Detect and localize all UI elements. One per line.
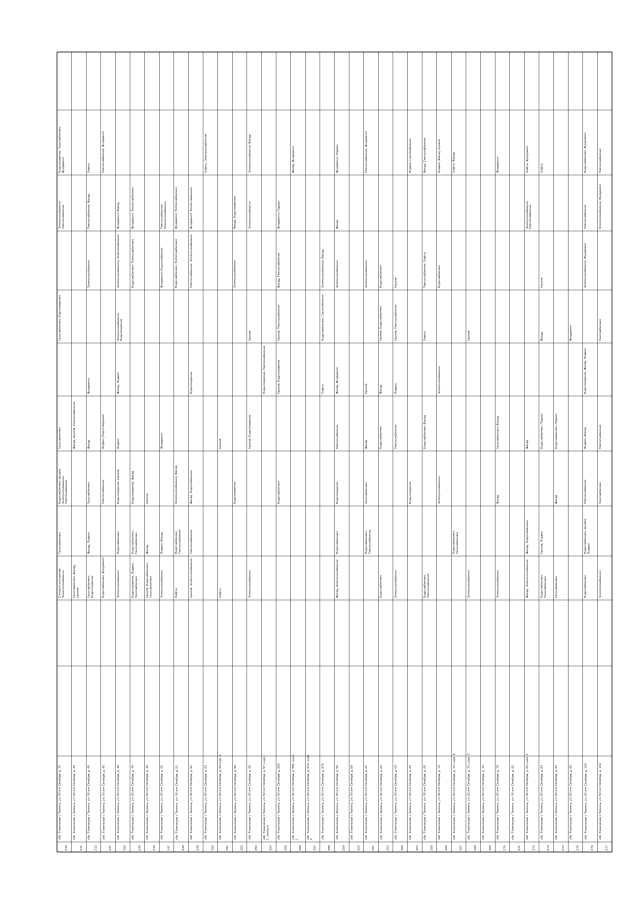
row-cell: Лифты xyxy=(539,163,544,173)
row-number: 257 xyxy=(312,845,317,851)
row-number: 276 xyxy=(590,845,595,851)
row-cell: Электроснабжение, Фасад xyxy=(174,465,179,504)
row-cell: Кровля, Теплоснабжение xyxy=(393,304,398,341)
row-number: 247 xyxy=(166,845,171,851)
row-cell: Электроснабжение xyxy=(232,260,237,288)
row-cell: Электроснабжение, xyxy=(115,312,120,341)
row-address: обл. Тюменская г. Тюмень, ул. 50 лет Октября, д. 76 xyxy=(481,765,486,840)
row-cell: Водоотведение, Фасад, Подвал xyxy=(583,348,588,394)
row-cell: Кровля xyxy=(145,493,150,504)
row-cell: Водоснабжение, Фундамент xyxy=(583,132,588,173)
row-number: 265 xyxy=(429,845,434,851)
row-number: 259 xyxy=(341,845,346,851)
row-cell: Теплоснабжение xyxy=(583,204,588,229)
row-cell: Фундамент, Теплоснабжение xyxy=(174,187,179,229)
row-address: обл. Тюменская г. Тюмень, ул. 50 лет Октября, д. 55А xyxy=(276,763,281,840)
row-number: 250 xyxy=(210,845,215,851)
row-cell: Водоотведение, Подвал, xyxy=(130,562,135,598)
row-cell: Газоснабжение xyxy=(57,427,62,449)
row-cell: Фасад, Фундамент xyxy=(334,367,339,394)
row-cell: Водоснабжение, Газоснабжение xyxy=(320,294,325,341)
row-cell: Фасад, Теплоснабжение xyxy=(422,137,427,173)
row-cell: Электроснабжение xyxy=(597,570,602,598)
row-cell: Электроснабжение, xyxy=(57,200,62,229)
row-number: 253 xyxy=(122,845,127,851)
row-address: обл. Тюменская г. Тюмень, ул. 50 лет Октября, д. 63 xyxy=(393,765,398,840)
row-cell: Газоснабжение xyxy=(86,482,91,504)
row-address: обл. Тюменская г. Тюмень, ул. 50 лет Октября, д. 85 xyxy=(568,765,573,840)
row-cell: Газоснабжение, Фасад, xyxy=(72,564,77,598)
row-cell: Газоснабжение xyxy=(597,482,602,504)
row-cell: Фундамент, Подвал xyxy=(334,144,339,173)
row-cell: Кровля xyxy=(75,587,80,598)
row-cell: Электроснабжение, Фундамент xyxy=(597,183,602,229)
row-cell: Лифты xyxy=(320,384,325,394)
row-address: обл. Тюменская г. Тюмень, ул. 50 лет Октября, д. 51 xyxy=(174,765,179,840)
row-address: обл. Тюменская г. Тюмень, ул. 50 лет Октября, д. 57, корп. xyxy=(261,756,266,840)
row-cell: Водоснабжение xyxy=(378,265,383,288)
row-number: 248 xyxy=(181,845,186,851)
row-number: 277 xyxy=(604,845,609,851)
row-cell: Водоснабжение, Фасад xyxy=(422,415,427,449)
row-number: 246 xyxy=(151,845,156,851)
row-cell: Теплоснабжение xyxy=(528,204,533,229)
row-cell: Подвал, Фасад xyxy=(583,427,588,449)
row-cell: Теплоснабжение xyxy=(425,573,430,598)
row-cell: Газоснабжение xyxy=(133,576,138,598)
row-cell: Теплоснабжение, Фасад xyxy=(86,193,91,229)
row-cell: Водоснабжение, Подвал xyxy=(553,413,558,449)
row-cell: Водоотведение xyxy=(119,318,124,341)
row-address: обл. Тюменская г. Тюмень, ул. 50 лет Октября, д. 74 xyxy=(437,765,442,840)
row-cell: Теплоснабжение xyxy=(583,479,588,504)
row-cell: Фасад, Кровля, Теплоснабжение xyxy=(72,401,77,449)
row-cell: Водоснабжение, xyxy=(539,574,544,598)
row-address: обл. Тюменская г. Тюмень, ул. 50 лет Октября, д. 53 корп. 1 xyxy=(218,754,223,840)
row-cell: Водоснабжение xyxy=(378,426,383,449)
row-number: 268 xyxy=(473,845,478,851)
row-cell: Теплоснабжение, Электроснабжение xyxy=(188,234,193,288)
row-cell: Фасад, Водоснабжение xyxy=(188,470,193,504)
row-number: 255 xyxy=(283,845,288,851)
row-cell: Газоснабжение xyxy=(364,482,369,504)
row-number: 254 xyxy=(268,845,273,851)
row-address: обл. Тюменская г. Тюмень, ул. 50 лет Октября, д. 45 xyxy=(86,765,91,840)
row-cell: Кровля xyxy=(466,330,471,341)
row-number: 264 xyxy=(414,845,419,851)
row-cell: Газоснабжение, Водоотведение xyxy=(57,295,62,341)
row-cell: Кровля xyxy=(539,277,544,288)
row-cell: Водоснабжение, Теплоснабжение xyxy=(174,239,179,288)
row-cell: Кровля, Водоснабжение, xyxy=(145,562,150,598)
row-address: обл. Тюменская г. Тюмень, ул. 50 лет Октября, д. 52 xyxy=(188,765,193,840)
row-cell: Фундамент, Фасад xyxy=(115,202,120,229)
row-cell: Подвал xyxy=(586,543,591,554)
row-cell: Кровля xyxy=(393,277,398,288)
row-address: обл. Тюменская г. Тюмень, ул. 50 лет Октября, д. 83 xyxy=(539,765,544,840)
row-cell: Газоснабжение, Фасад xyxy=(495,416,500,449)
row-number: 272 xyxy=(531,845,536,851)
row-cell: Водоснабжение xyxy=(583,575,588,598)
row-cell: Водоотведение xyxy=(334,481,339,504)
row-address: обл. Тюменская г. Тюмень, ул. 50 лет Октября, д. 74, корп. 2 xyxy=(451,753,456,840)
row-number: 270 xyxy=(502,845,507,851)
row-cell: Фасад, Фундамент xyxy=(291,146,296,173)
row-cell: Электроснабжение, Теплоснабжение xyxy=(115,234,120,288)
row-address: обл. Тюменская г. Тюмень, ул. 50 лет Октября, д. 60 xyxy=(364,765,369,840)
row-cell: Водоотведение xyxy=(407,481,412,504)
row-cell: Теплоснабжение, Лифты xyxy=(422,252,427,288)
row-cell: Электроснабжение, Фасад xyxy=(247,134,252,173)
row-cell: Водоснабжение, Теплоснабжение xyxy=(130,239,135,288)
row-cell: Лифты xyxy=(86,163,91,173)
row-cell: Теплоснабжение, Фундамент xyxy=(101,130,106,173)
row-cell: Водоотведение, Фасад xyxy=(130,470,135,504)
row-address: обл. Тюменская г. Тюмень, ул. 50 лет Октября, д. 82 xyxy=(510,765,515,840)
row-address: обл. Тюменская г. Тюмень, ул. 50 лет Октября, д. 59 xyxy=(349,765,354,840)
row-number: 275 xyxy=(575,845,580,851)
row-cell: Фасад xyxy=(86,439,91,449)
row-cell: Газоснабжение xyxy=(148,576,153,598)
row-cell: Фасад xyxy=(495,494,500,504)
row-cell: Фасад, Водоотведение xyxy=(232,195,237,229)
row-cell: Фасад xyxy=(334,219,339,229)
row-cell: Фасад, Электроснабжение xyxy=(524,559,529,598)
row-cell: Фасад, Электроснабжение xyxy=(334,559,339,598)
row-cell: Водоснабжение, Кровля, xyxy=(583,518,588,554)
row-address: обл. Тюменская г. Тюмень, ул. 50 лет Октября, д. 49 xyxy=(145,765,150,840)
row-cell: Электроснабжение xyxy=(437,476,442,504)
row-cell: Электроснабжение xyxy=(393,570,398,598)
row-cell: Электроснабжение xyxy=(466,570,471,598)
row-cell: Водоотведение, Кровля xyxy=(115,469,120,504)
row-cell: Кровля, Водоснабжение xyxy=(378,306,383,341)
row-cell: Фундамент xyxy=(60,156,65,173)
row-address: обл. Тюменская г. Тюмень, ул. 50 лет Октября, д. 55 xyxy=(232,765,237,840)
row-number: 271 xyxy=(516,845,521,851)
row-cell: Электроснабжение xyxy=(247,570,252,598)
row-cell: Водоснабжение, xyxy=(451,530,456,554)
row-cell: Газоснабжение xyxy=(133,532,138,554)
row-cell: Фундамент, Теплоснабжение xyxy=(130,187,135,229)
row-cell: Теплоснабжение xyxy=(60,204,65,229)
row-number: 263 xyxy=(400,845,405,851)
row-cell: Водоснабжение, Фундамент xyxy=(101,557,106,598)
row-number: 274 xyxy=(560,845,565,851)
row-cell: Фасад, Водоснабжение xyxy=(524,520,529,554)
row-cell: Лифты, Фасад xyxy=(451,152,456,173)
row-number: 269 xyxy=(487,845,492,851)
row-number: 258 xyxy=(327,845,332,851)
row-cell: Фундамент, Подвал xyxy=(276,200,281,229)
row-cell: Теплоснабжение xyxy=(367,529,372,554)
row-number: 212 xyxy=(93,845,98,851)
row-cell: Фасад xyxy=(364,439,369,449)
row-address: обл. Тюменская г. Тюмень, ул. 50 лет Октября, д. 57А, корп. xyxy=(305,754,310,840)
row-cell: Кровля xyxy=(364,383,369,394)
row-cell: Электроснабжение, Фундамент xyxy=(583,242,588,288)
row-cell: Фундамент, Теплоснабжение xyxy=(188,187,193,229)
row-cell: Теплоснабжение xyxy=(597,424,602,449)
row-cell: Кровля, Водоотведение xyxy=(247,414,252,449)
row-cell: Подвал, Водоотведение xyxy=(101,414,106,449)
row-address: обл. Тюменская г. Тюмень, ул. 50 лет Октября, д. 49 xyxy=(130,765,135,840)
row-address: обл. Тюменская г. Тюмень, ул. 50 лет Октября, д. 62 xyxy=(378,765,383,840)
row-cell: Газоснабжение xyxy=(553,576,558,598)
row-cell: Фасад xyxy=(524,439,529,449)
row-cell: Кровля xyxy=(218,438,223,449)
row-address: обл. Тюменская г. Тюмень, ул. 50 лет Октября, д. 83, корп. 1 xyxy=(524,753,529,840)
row-address: обл. Тюменская г. Тюмень, ул. 50 лет Октября, д. 50 xyxy=(159,765,164,840)
row-cell: Газоснабжение xyxy=(57,532,62,554)
row-cell: Водоотведение xyxy=(90,575,95,598)
row-cell: Фундамент xyxy=(159,432,164,449)
row-cell: Кровля xyxy=(247,330,252,341)
row-number: 253 xyxy=(254,845,259,851)
row-cell: Водоснабжение, xyxy=(130,530,135,554)
row-address: обл. Тюменская г. Тюмень, ул. 50 лет Октября, д. 109 xyxy=(583,763,588,840)
row-cell: Водоотведение, Газоснабжение, xyxy=(57,126,62,173)
row-cell: Фундамент xyxy=(495,156,500,173)
row-cell: Водоснабжение xyxy=(334,531,339,554)
row-address: обл. Тюменская г. Тюмень, ул. 50 лет Октября, д. 55 xyxy=(247,765,252,840)
row-cell: Лифты xyxy=(174,588,179,598)
row-cell: Водоснабжение xyxy=(437,265,442,288)
row-cell: Электроснабжение, Фасад xyxy=(320,249,325,288)
row-number: 252 xyxy=(239,845,244,851)
row-cell: Кровля, Подвал xyxy=(539,531,544,554)
row-cell: Теплоснабжение, Фундамент xyxy=(364,130,369,173)
row-cell: Теплоснабжение xyxy=(101,479,106,504)
row-cell: Теплоснабжение xyxy=(64,479,69,504)
row-number: 262 xyxy=(385,845,390,851)
row-cell: Электроснабжение xyxy=(86,260,91,288)
row-cell: Фасад xyxy=(539,331,544,341)
row-cell: Электроснабжение xyxy=(115,570,120,598)
row-cell: Газоснабжение xyxy=(597,319,602,341)
row-address: 1, литер А xyxy=(265,825,270,840)
row-number: 261 xyxy=(370,845,375,851)
row-cell: Фундамент, Водоснабжение xyxy=(159,247,164,288)
row-cell: Фасад xyxy=(553,494,558,504)
row-cell: Теплоснабжение xyxy=(177,529,182,554)
row-number: 251 xyxy=(224,845,229,851)
row-number: 273 xyxy=(546,845,551,851)
row-address: обл. Тюменская г. Тюмень, ул. 50 лет Октября, д. 84 xyxy=(554,765,559,840)
row-cell: Фасад, Теплоснабжение xyxy=(276,252,281,288)
row-cell: Лифты, Электроснабжение xyxy=(203,133,208,173)
row-address: обл. Тюменская г. Тюмень, ул. 50 лет Октября, д. 45 xyxy=(101,765,106,840)
row-cell: Фасад, Подвал xyxy=(115,372,120,394)
row-cell: Водоснабжение, xyxy=(174,530,179,554)
row-address: обл. Тюменская г. Тюмень, ул. 50 лет Октября, д. 109 xyxy=(597,763,602,840)
row-cell: Водоснабжение, xyxy=(364,530,369,554)
row-cell: Подвал, Газоснабжение xyxy=(407,138,412,173)
row-cell: Водоснабжение xyxy=(115,531,120,554)
row-cell: Водоотведение, Теплоснабжение xyxy=(261,345,266,394)
row-cell: Подвал, Фасад, Кровля xyxy=(437,139,442,173)
row-cell: Газоснабжение xyxy=(542,576,547,598)
row-address: обл. Тюменская г. Тюмень, ул. 50 лет Октября, д. 79 xyxy=(495,765,500,840)
row-number: 242 xyxy=(64,845,69,851)
row-address: обл. Тюменская г. Тюмень, ул. 50 лет Октября, д. 49 xyxy=(115,765,120,840)
row-cell: Подвал xyxy=(393,383,398,394)
row-number: 260 xyxy=(356,845,361,851)
row-cell: Электроснабжение xyxy=(60,570,65,598)
row-number: 267 xyxy=(458,845,463,851)
row-address: 2 xyxy=(309,838,314,840)
row-cell: Водоснабжение xyxy=(276,481,281,504)
row-cell: Фасад xyxy=(145,544,150,554)
row-cell: Теплоснабжение xyxy=(334,424,339,449)
row-address: обл. Тюменская г. Тюмень, ул. 50 лет Октября, д. 53 xyxy=(203,765,208,840)
row-cell: Электроснабжение, xyxy=(60,475,65,504)
row-address: 1 xyxy=(294,838,299,840)
row-cell: Электроснабжение xyxy=(163,201,168,229)
row-cell: Лифты xyxy=(422,331,427,341)
row-address: обл. Тюменская г. Тюмень, ул. 50 лет Октября, д. 43 xyxy=(72,765,77,840)
row-cell: Водоотведение xyxy=(188,371,193,394)
row-cell: Кровля, Электроснабжение xyxy=(188,558,193,598)
row-cell: Водоотведение xyxy=(232,481,237,504)
row-cell: Водоснабжение, xyxy=(422,574,427,598)
row-cell: Кровля, Водоотведение xyxy=(276,359,281,394)
row-cell: Газоснабжение, xyxy=(86,575,91,598)
row-address: обл. Тюменская г. Тюмень, ул. 50 лет Октября, д. 65 xyxy=(422,765,427,840)
row-cell: Теплоснабжение xyxy=(188,529,193,554)
row-number: 245 xyxy=(137,845,142,851)
row-address: обл. Тюменская г. Тюмень, ул. 50 лет Октября, д. 55б, корп. xyxy=(291,754,296,840)
row-cell: Кровля, Теплоснабжение xyxy=(276,304,281,341)
row-cell: Сетевые отношения, xyxy=(57,567,62,598)
row-address: обл. Тюменская г. Тюмень, ул. 50 лет Октября, д. 59 xyxy=(335,765,339,840)
row-cell: Электроснабжение xyxy=(247,201,252,229)
row-cell: Фундамент xyxy=(86,377,91,394)
row-cell: Водоснабжение, Подвал xyxy=(539,413,544,449)
row-cell: Электроснабжение, xyxy=(524,200,529,229)
row-cell: Лифты, Фундамент xyxy=(524,145,529,173)
row-number: 211 xyxy=(78,845,83,851)
row-number: 266 xyxy=(443,845,448,851)
row-cell: Теплоснабжение, xyxy=(159,203,164,229)
row-cell: Электроснабжение xyxy=(437,366,442,394)
row-cell: Теплоснабжение xyxy=(393,424,398,449)
row-cell: Фасад, Подвал xyxy=(86,532,91,554)
row-cell: Водоснабжение, Кровля, xyxy=(57,468,62,504)
row-number: 256 xyxy=(297,845,302,851)
row-cell: Электроснабжение xyxy=(495,570,500,598)
row-cell: Газоснабжение xyxy=(455,532,460,554)
row-address: обл. Тюменская г. Тюмень, ул. 50 лет Октября, д. 74, корп. 3 xyxy=(466,753,471,840)
row-number: 249 xyxy=(195,845,200,851)
row-cell: Электроснабжение xyxy=(334,260,339,288)
row-cell: Теплоснабжение xyxy=(597,148,602,173)
row-number: 247 xyxy=(108,845,113,851)
row-cell: Подвал, Фасад xyxy=(159,532,164,554)
row-cell: Электроснабжение xyxy=(159,570,164,598)
row-address: обл. Тюменская г. Тюмень, ул. 50 лет Октября, д. 57б xyxy=(320,763,325,840)
row-cell: Водоснабжение xyxy=(378,575,383,598)
row-cell: Лифты xyxy=(218,588,223,598)
row-cell: Подвал xyxy=(115,438,120,449)
row-cell: Фасад xyxy=(378,384,383,394)
row-address: обл. Тюменская г. Тюмень, ул. 50 лет Октября, д. 70 xyxy=(57,765,62,840)
row-cell: Фундамент xyxy=(568,324,573,341)
row-address: обл. Тюменская г. Тюмень, ул. 50 лет Октября, д. 64 xyxy=(408,765,413,840)
row-cell: Электроснабжение xyxy=(364,260,369,288)
